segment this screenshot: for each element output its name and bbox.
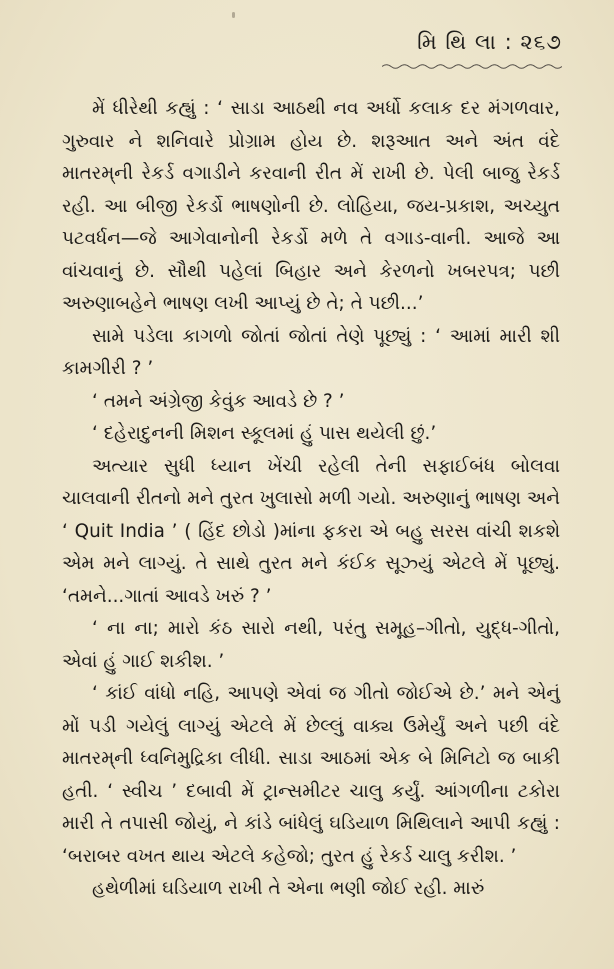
paragraph-1: મેં ધીરેથી કહ્યું : ‘ સાડા આઠથી નવ અર્ધો કલાક દર મંગળવાર, ગુરુવાર ને શનિવારે પ્રોગ્રામ હોય છે. શરૂઆત અને અંત વંદે માતરમ્‌ની રેકર્ડ વગાડીને કરવાની રીત મેં રાખી છે. પેલી બાજુ રેકર્ડ રહી. આ બીજી રેકર્ડો ભાષણોની છે. લોહિયા, જય-પ્રકાશ, અચ્યુત પટવર્ધન—જે આગેવાનોની રેકર્ડો મળે તે વગાડ-વાની. આજે આ વાંચવાનું છે. સૌથી પહેલાં બિહાર અને કેરળનો ખબરપત્ર; પછી અરુણાબહેને ભાષણ લખી આપ્યું છે તે; તે પછી...’: [62, 98, 560, 314]
paragraph-7: ‘ કાંઈ વાંધો નહિ, આપણે એવાં જ ગીતો જોઈએ છે.’ મને એનું મોં પડી ગયેલું લાગ્યું એટલે મેં છેલ્લું વાક્ય ઉમેર્યું અને પછી વંદે માતરમ્‌ની ધ્વનિમુદ્રિકા લીધી. સાડા આઠમાં એક બે મિનિટો જ બાકી હતી. ‘ સ્વીચ ’ દબાવી મેં ટ્રાન્સમીટર ચાલુ કર્યું. આંગળીના ટકોરા મારી તે તપાસી જોયું, ને કાંડે બાંધેલું ઘડિયાળ મિથિલાને આપી કહ્યું : ‘બરાબર વખત થાય એટલે કહેજો; તુરત હું રેકર્ડ ચાલુ કરીશ. ’: [62, 683, 560, 867]
running-head-title: મિ થિ લા : ૨૬૭: [417, 30, 562, 54]
paragraph-3: ‘ તમને અંગ્રેજી કેવુંક આવડે છે ? ’: [92, 390, 345, 412]
paragraph-4: ‘ દહેરાદુનની મિશન સ્કૂલમાં હું પાસ થયેલી છું.’: [92, 423, 437, 444]
paragraph-6: ‘ ના ના; મારો કંઠ સારો નથી, પરંતુ સમૂહ–ગીતો, યુદ્ધ-ગીતો, એવાં હું ગાઈ શકીશ. ’: [62, 618, 560, 672]
paragraph-8: હથેળીમાં ઘડિયાળ રાખી તે એના ભણી જોઈ રહી. મારું: [92, 878, 485, 899]
paper-speck: [232, 12, 235, 18]
wavy-rule-ornament: [382, 63, 562, 70]
paragraph-2: સામે પડેલા કાગળો જોતાં જોતાં તેણે પૂછ્યું : ‘ આમાં મારી શી કામગીરી ? ’: [62, 325, 560, 379]
body-text: [62, 93, 560, 906]
page-header: [382, 30, 562, 74]
paragraph-5: અત્યાર સુધી ધ્યાન ખેંચી રહેલી તેની સફાઈબંધ બોલવા ચાલવાની રીતનો મને તુરત ખુલાસો મળી ગયો. અરુણાનું ભાષણ અને ‘ Quit India ’ ( હિંદ છોડો )માંના ફકરા એ બહુ સરસ વાંચી શકશે એમ મને લાગ્યું. તે સાથે તુરત મને કંઈક સૂઝ્યું એટલે મેં પૂછ્યું. ‘તમને...ગાતાં આવડે ખરું ? ’: [62, 455, 560, 607]
